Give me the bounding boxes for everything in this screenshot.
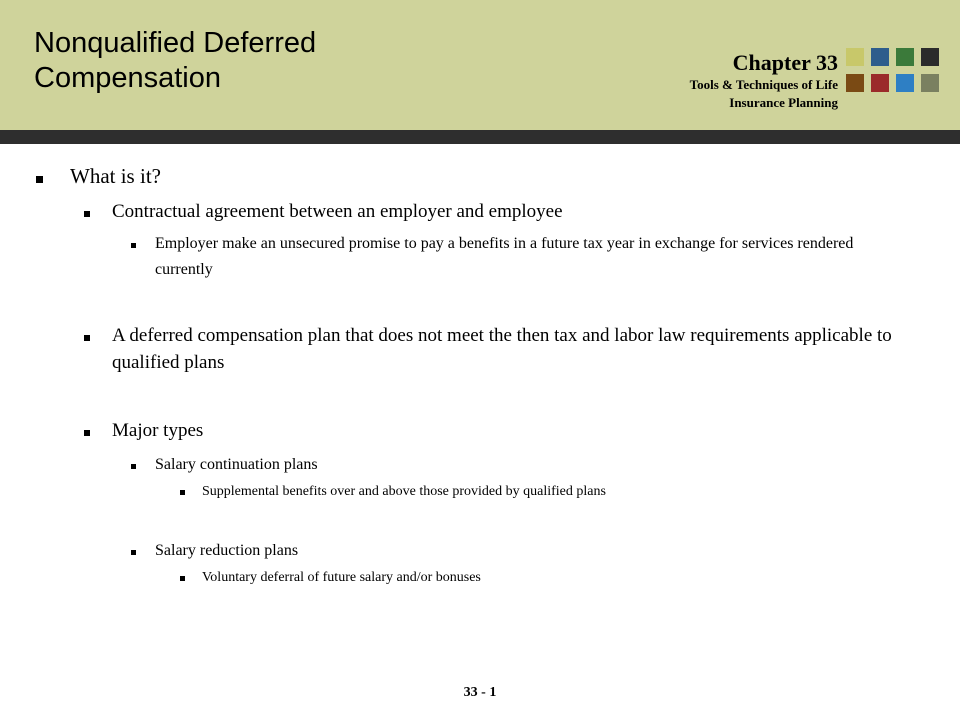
bullet-text: Salary reduction plans — [155, 542, 299, 559]
bullet-square-icon — [36, 163, 43, 189]
bullet-text: Supplemental benefits over and above those provided by qualified plans — [202, 484, 606, 499]
bullet-text: What is it? — [70, 164, 161, 188]
bullet-supplemental-benefits — [202, 482, 922, 502]
bullet-text: A deferred compensation plan that does not meet the then tax and labor law requirements applicable to qualified plans — [112, 325, 892, 373]
bullet-salary-reduction — [155, 538, 915, 564]
bullet-text: Major types — [112, 420, 204, 441]
book-title-line-1: Tools & Techniques of Life — [689, 77, 838, 92]
page-number: 33 - 1 — [463, 685, 497, 700]
slide-title: Nonqualified Deferred Compensation — [34, 27, 317, 94]
bullet-employer-promise — [155, 231, 915, 283]
bullet-contractual-agreement — [112, 198, 912, 225]
bullet-square-icon — [84, 198, 90, 225]
book-title-line-2: Insurance Planning — [729, 95, 838, 110]
bullet-text: Voluntary deferral of future salary and/or bonuses — [202, 570, 481, 585]
bullet-major-types — [112, 417, 892, 444]
bullet-voluntary-deferral — [202, 568, 922, 588]
bullet-square-icon — [84, 322, 90, 349]
chapter-number: Chapter 33 — [732, 50, 838, 75]
bullet-text: Salary continuation plans — [155, 456, 318, 473]
bullet-square-icon — [131, 452, 136, 478]
bullet-deferred-plan-definition — [112, 322, 892, 376]
bullet-square-icon — [180, 482, 185, 502]
bullet-what-is-it — [70, 163, 910, 189]
bullet-square-icon — [84, 417, 90, 444]
bullet-square-icon — [131, 538, 136, 564]
bullet-text: Contractual agreement between an employer and employee — [112, 201, 563, 222]
bullet-square-icon — [131, 231, 136, 257]
bullet-text: Employer make an unsecured promise to pay a benefits in a future tax year in exchange for services rendered currently — [155, 235, 854, 278]
bullet-square-icon — [180, 568, 185, 588]
bullet-salary-continuation — [155, 452, 915, 478]
